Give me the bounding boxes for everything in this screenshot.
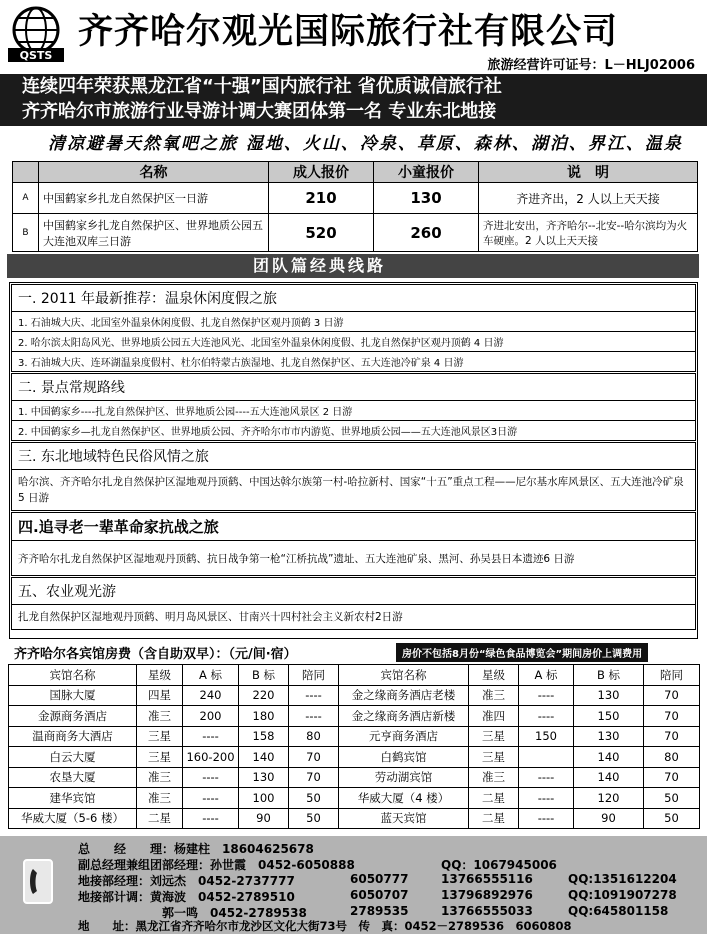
hotel-table-header xyxy=(9,665,700,686)
table-cell: 金之缘商务酒店新楼 xyxy=(339,706,469,727)
table-cell: 158 xyxy=(239,726,289,747)
phone-icon xyxy=(23,859,53,904)
table-cell: 160-200 xyxy=(183,747,239,768)
table-cell: ---- xyxy=(289,706,339,727)
table-cell: 90 xyxy=(239,808,289,829)
table-row xyxy=(9,685,700,706)
table-cell: 三星 xyxy=(137,747,183,768)
table-row xyxy=(13,214,698,252)
tour-note: 齐进齐出，2 人以上天天接 xyxy=(479,183,698,214)
table-cell: ---- xyxy=(519,706,574,727)
adult-price: 520 xyxy=(269,214,374,252)
hotel-table-title: 齐齐哈尔各宾馆房费（含自助双早）：（元/间·宿） xyxy=(14,647,297,662)
col-header: A 标 xyxy=(519,665,574,686)
route-section-1 xyxy=(11,284,696,372)
route-section-4 xyxy=(11,512,696,576)
table-cell: 三星 xyxy=(469,747,519,768)
table-cell: 150 xyxy=(574,706,644,727)
col-header: 星级 xyxy=(137,665,183,686)
table-cell: 120 xyxy=(574,788,644,809)
table-cell: 二星 xyxy=(137,808,183,829)
table-cell: 130 xyxy=(574,726,644,747)
price-table xyxy=(12,161,698,252)
table-cell: 50 xyxy=(644,788,700,809)
table-cell: 准三 xyxy=(469,685,519,706)
table-row xyxy=(9,726,700,747)
table-cell: 140 xyxy=(574,747,644,768)
route-section-title: 四.追寻老一辈革命家抗战之旅 xyxy=(12,513,695,541)
routes-panel xyxy=(9,282,698,639)
adult-price: 210 xyxy=(269,183,374,214)
local-planner-1-qq: QQ:1091907278 xyxy=(568,888,677,902)
local-planner-1-mobile: 13796892976 xyxy=(441,888,533,902)
table-cell: 劳动湖宾馆 xyxy=(339,767,469,788)
honors-banner xyxy=(0,74,707,126)
table-cell: 农垦大厦 xyxy=(9,767,137,788)
route-text: 齐齐哈尔扎龙自然保护区湿地观丹顶鹤、抗日战争第一枪“江桥抗战”遗址、五大连池矿泉、黑河、孙吴县日本遗迹6 日游 xyxy=(18,553,575,565)
table-cell: 240 xyxy=(183,685,239,706)
table-cell: 建华宾馆 xyxy=(9,788,137,809)
table-cell: ---- xyxy=(183,767,239,788)
route-section-3 xyxy=(11,442,696,511)
table-cell: 四星 xyxy=(137,685,183,706)
local-planner-2-mobile: 13766555033 xyxy=(441,904,533,918)
table-cell: 150 xyxy=(519,726,574,747)
local-planner-1: 地接部计调：黄海波 0452-2789510 xyxy=(78,890,295,904)
table-cell: 准三 xyxy=(137,706,183,727)
table-cell: 准四 xyxy=(469,706,519,727)
honors-line-1: 连续四年荣获黑龙江省“十强”国内旅行社 省优质诚信旅行社 xyxy=(22,76,502,97)
table-cell: 国脉大厦 xyxy=(9,685,137,706)
tour-name: 中国鹤家乡扎龙自然保护区一日游 xyxy=(39,183,269,214)
route-text: 扎龙自然保护区湿地观丹顶鹤、明月岛风景区、甘南兴十四村社会主义新农村2日游 xyxy=(18,611,403,623)
table-cell: 华威大厦（5-6 楼） xyxy=(9,808,137,829)
contact-panel xyxy=(0,836,707,934)
table-cell: 140 xyxy=(239,747,289,768)
table-cell: 白云大厦 xyxy=(9,747,137,768)
table-cell: 200 xyxy=(183,706,239,727)
table-cell: 130 xyxy=(239,767,289,788)
local-planner-2-tel: 2789535 xyxy=(350,904,409,918)
company-name: 齐齐哈尔观光国际旅行社有限公司 xyxy=(78,12,619,52)
route-section-title: 三. 东北地域特色民俗风情之旅 xyxy=(12,443,695,470)
route-item: 1. 中国鹤家乡----扎龙自然保护区、世界地质公园----五大连池风景区 2 日游 xyxy=(12,401,695,421)
table-cell: 100 xyxy=(239,788,289,809)
honors-line-2: 齐齐哈尔市旅游行业导游计调大赛团体第一名 专业东北地接 xyxy=(22,101,497,122)
adult-header: 成人报价 xyxy=(269,162,374,183)
table-cell: ---- xyxy=(519,767,574,788)
table-cell: 220 xyxy=(239,685,289,706)
route-section-2 xyxy=(11,373,696,441)
table-cell: 准三 xyxy=(469,767,519,788)
code-header xyxy=(13,162,39,183)
table-cell: 70 xyxy=(289,767,339,788)
hotel-table xyxy=(8,664,700,829)
table-cell: 140 xyxy=(574,767,644,788)
table-cell: 50 xyxy=(289,788,339,809)
table-cell: 金源商务酒店 xyxy=(9,706,137,727)
col-header: 宾馆名称 xyxy=(339,665,469,686)
child-price: 130 xyxy=(374,183,479,214)
row-code: B xyxy=(13,214,39,252)
table-cell: 130 xyxy=(574,685,644,706)
logo-text: QSTS xyxy=(19,49,53,62)
table-cell: 金之缘商务酒店老楼 xyxy=(339,685,469,706)
note-header: 说 明 xyxy=(479,162,698,183)
table-cell: 90 xyxy=(574,808,644,829)
table-cell: 70 xyxy=(644,726,700,747)
table-row xyxy=(13,183,698,214)
hotel-rows xyxy=(9,685,700,829)
row-code: A xyxy=(13,183,39,214)
license-number: 旅游经营许可证号：L－HLJ02006 xyxy=(487,58,695,73)
table-row xyxy=(9,767,700,788)
table-cell: 白鹤宾馆 xyxy=(339,747,469,768)
general-manager: 总 经 理：杨建柱 18604625678 xyxy=(78,842,314,856)
deputy-qq: QQ：1067945006 xyxy=(441,858,557,872)
col-header: 陪同 xyxy=(644,665,700,686)
route-item: 3. 石油城大庆、连环湖温泉度假村、杜尔伯特蒙古族湿地、扎龙自然保护区、五大连池冷矿泉 4 日游 xyxy=(18,358,464,369)
route-section-5 xyxy=(11,577,696,630)
table-cell: 50 xyxy=(289,808,339,829)
child-price: 260 xyxy=(374,214,479,252)
table-row xyxy=(9,788,700,809)
name-header: 名称 xyxy=(39,162,269,183)
table-cell: 蓝天宾馆 xyxy=(339,808,469,829)
table-cell: 华威大厦（4 楼） xyxy=(339,788,469,809)
local-planner-2-qq: QQ:645801158 xyxy=(568,904,669,918)
table-cell: 三星 xyxy=(137,726,183,747)
slogan: 清凉避暑天然氧吧之旅 湿地、火山、冷泉、草原、森林、湖泊、界江、温泉 xyxy=(48,134,683,154)
table-cell: 70 xyxy=(644,706,700,727)
table-cell: ---- xyxy=(289,685,339,706)
table-cell: 元亨商务酒店 xyxy=(339,726,469,747)
table-cell: 三星 xyxy=(469,726,519,747)
route-section-title: 二. 景点常规路线 xyxy=(12,374,695,401)
route-item: 2. 哈尔滨太阳岛风光、世界地质公园五大连池风光、北国室外温泉休闲度假、扎龙自然保护区观丹顶鹤 4 日游 xyxy=(12,332,695,352)
table-cell: ---- xyxy=(183,726,239,747)
table-row xyxy=(9,808,700,829)
local-manager: 地接部经理：刘远杰 0452-2737777 xyxy=(78,874,295,888)
local-manager-tel: 6050777 xyxy=(350,872,409,886)
table-row xyxy=(9,747,700,768)
col-header: A 标 xyxy=(183,665,239,686)
col-header: 星级 xyxy=(469,665,519,686)
route-section-title: 一. 2011 年最新推荐：温泉休闲度假之旅 xyxy=(12,285,695,312)
hotel-price-note: 房价不包括8月份“绿色食品博览会”期间房价上调费用 xyxy=(396,643,648,662)
table-cell: ---- xyxy=(183,788,239,809)
table-cell: 180 xyxy=(239,706,289,727)
table-cell: 二星 xyxy=(469,788,519,809)
table-cell: ---- xyxy=(519,788,574,809)
address: 地 址：黑龙江省齐齐哈尔市龙沙区文化大街73号 传 真：0452－2789536 6060808 xyxy=(78,919,572,933)
col-header: B 标 xyxy=(574,665,644,686)
local-planner-1-tel: 6050707 xyxy=(350,888,409,902)
section-title: 团队篇经典线路 xyxy=(7,254,699,278)
deputy-manager: 副总经理兼组团部经理：孙世霞 0452-6050888 xyxy=(78,858,355,872)
table-cell: 80 xyxy=(644,747,700,768)
table-cell: ---- xyxy=(519,685,574,706)
local-manager-qq: QQ:1351612204 xyxy=(568,872,677,886)
col-header: 宾馆名称 xyxy=(9,665,137,686)
col-header: 陪同 xyxy=(289,665,339,686)
route-section-title: 五、农业观光游 xyxy=(12,578,695,605)
globe-logo-icon xyxy=(6,4,66,64)
table-cell: 70 xyxy=(644,767,700,788)
table-cell: 温商商务大酒店 xyxy=(9,726,137,747)
table-cell: 准三 xyxy=(137,767,183,788)
table-cell: 准三 xyxy=(137,788,183,809)
table-cell: 70 xyxy=(289,747,339,768)
route-item: 2. 中国鹤家乡—扎龙自然保护区、世界地质公园、齐齐哈尔市市内游览、世界地质公园——五大连池风景区3日游 xyxy=(18,427,518,438)
local-manager-mobile: 13766555116 xyxy=(441,872,533,886)
table-cell: ---- xyxy=(183,808,239,829)
table-cell: 二星 xyxy=(469,808,519,829)
table-cell: 70 xyxy=(644,685,700,706)
tour-note: 齐进北安出，齐齐哈尔--北安--哈尔滨均为火车硬座。2 人以上天天接 xyxy=(479,214,698,252)
table-row xyxy=(9,706,700,727)
local-planner-2: 郭一鸣 0452-2789538 xyxy=(162,906,307,920)
table-cell xyxy=(519,747,574,768)
col-header: B 标 xyxy=(239,665,289,686)
tour-name: 中国鹤家乡扎龙自然保护区、世界地质公园五大连池双库三日游 xyxy=(39,214,269,252)
child-header: 小童报价 xyxy=(374,162,479,183)
route-item: 1. 石油城大庆、北国室外温泉休闲度假、扎龙自然保护区观丹顶鹤 3 日游 xyxy=(12,312,695,332)
table-cell: ---- xyxy=(519,808,574,829)
price-table-header xyxy=(13,162,698,183)
route-text: 哈尔滨、齐齐哈尔扎龙自然保护区湿地观丹顶鹤、中国达斡尔族第一村-哈拉新村、国家“十五”重点工程——尼尔基水库风景区、五大连池冷矿泉 5 日游 xyxy=(18,476,684,504)
table-cell: 80 xyxy=(289,726,339,747)
header xyxy=(0,0,707,75)
table-cell: 50 xyxy=(644,808,700,829)
